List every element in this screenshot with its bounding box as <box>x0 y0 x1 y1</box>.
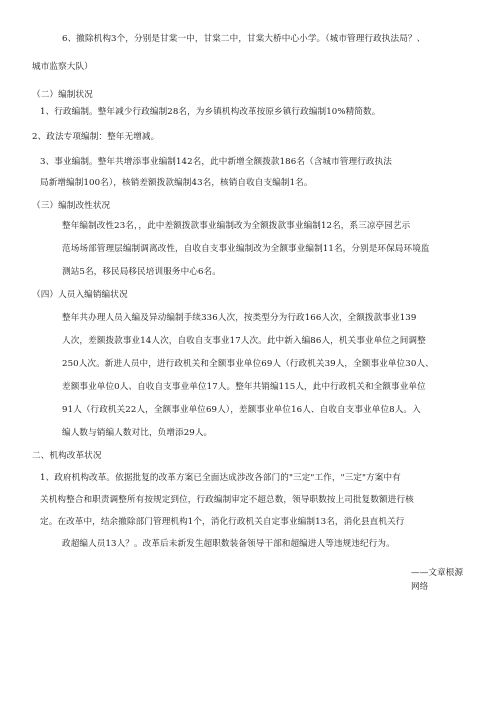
paragraph-line: 1、政府机构改革。依据批复的改革方案已全面达成涉改各部门的"三定"工作，"三定"方案中有 <box>40 473 401 483</box>
paragraph-line: 6、撤除机构3个，分别是甘棠一中，甘棠二中，甘棠大桥中心小学。（城市管理行政执法局？、 <box>62 34 426 44</box>
paragraph-line: 关机构整合和职责调整所有按规定到位，行政编制审定不超总数，领导职数按上司批复数额进行核 <box>40 495 414 505</box>
paragraph-line: 差额事业单位0人、自收自支事业单位17人。整年共销编115人，此中行政机关和全额事业单位 <box>62 382 426 392</box>
paragraph-line: 2、政法专项编制：整年无增减。 <box>32 132 160 142</box>
paragraph-line: 91人（行政机关22人，全额事业单位69人），差额事业单位16人、自收自支事业单位8人。入 <box>62 405 421 415</box>
paragraph-line: 整年编制改性23名，，此中差额拨款事业编制改为全额拨款事业编制12名，系三凉亭园艺示 <box>62 221 411 231</box>
source-note: ——文章根源 <box>411 568 464 578</box>
paragraph-line: 城市监察大队） <box>32 62 93 72</box>
paragraph-line: 整年共办理人员入编及异动编制手续336人次，按类型分为行政166人次，全额拨款事业139 <box>62 313 417 323</box>
paragraph-line: 范场场部管理层编制调离改性，自收自支事业编制改为全额事业编制11名，分别是环保局环境监 <box>62 244 430 254</box>
paragraph-line: 政超编人员13人？。改革后未新发生超职数装备领导干部和超编进人等违规违纪行为。 <box>62 539 395 549</box>
paragraph-line: 编人数与销编人数对比，负增添29人。 <box>62 428 213 438</box>
section-heading: （三）编制改性状况 <box>32 201 111 211</box>
paragraph-line: 1、行政编制。整年减少行政编制28名，为乡镇机构改革按原乡镇行政编制10%精简数。 <box>40 107 381 117</box>
source-note: 网络 <box>411 582 429 592</box>
section-heading: 二、机构改革状况 <box>32 451 102 461</box>
paragraph-line: 测站5名，移民局移民培训服务中心6名。 <box>62 267 221 277</box>
paragraph-line: 定。在改革中，结余撤除部门管理机构1个，消化行政机关自定事业编制13名，消化县直机关行 <box>40 517 405 527</box>
section-heading: （四）人员入编销编状况 <box>32 290 128 300</box>
paragraph-line: 3、事业编制。整年共增添事业编制142名，此中新增全额拨款186名（含城市管理行政执法 <box>40 157 392 167</box>
paragraph-line: 250人次。新进人员中，进行政机关和全额事业单位69人（行政机关39人，全额事业单位30人、 <box>62 359 434 369</box>
section-heading: （二）编制状况 <box>32 90 93 100</box>
paragraph-line: 局新增编制100名），核销差额拨款编制43名，核销自收自支编制1名。 <box>40 178 313 188</box>
paragraph-line: 人次，差额拨款事业14人次，自收自支事业17人次。此中新入编86人，机关事业单位之间调整 <box>62 336 426 346</box>
